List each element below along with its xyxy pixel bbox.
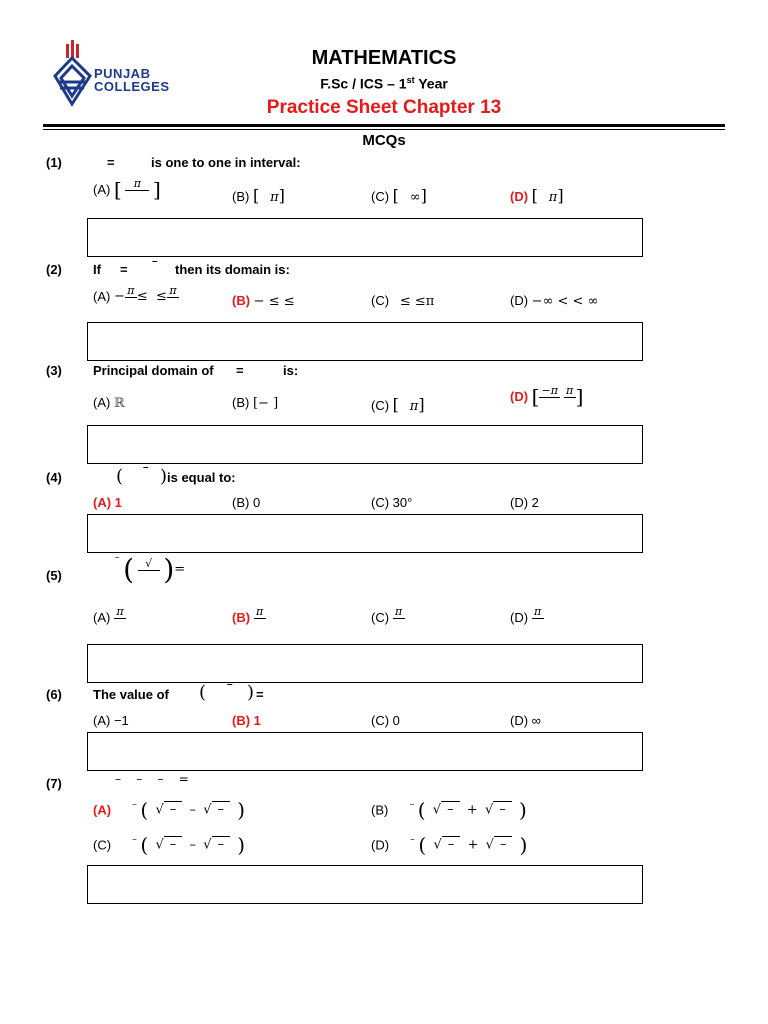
q4-option-b[interactable]: (B) 0 [232, 495, 261, 510]
q1-option-c[interactable]: (C) [ ∞] [371, 186, 427, 205]
q2-b-expression: − ≤ ≤ [253, 294, 295, 309]
q7-answer-box[interactable] [87, 865, 643, 904]
question-4-number: (4) [46, 470, 62, 485]
q3-option-a[interactable] [93, 395, 125, 411]
q5-option-d[interactable]: (D) π [510, 606, 544, 629]
option-label: (B) [232, 189, 250, 204]
q7-option-a[interactable]: (A) – ( √ – – √ – ) [93, 798, 246, 822]
question-3-prefix: Principal domain of [93, 363, 214, 378]
header-divider-thick [43, 124, 725, 127]
q5-option-c[interactable]: (C) π [371, 606, 405, 629]
header-divider-thin [43, 129, 725, 130]
class-suffix: Year [414, 75, 448, 92]
real-numbers-symbol: ℝ [113, 396, 125, 411]
q2-option-b[interactable] [232, 293, 295, 309]
question-2-minus: – [152, 256, 158, 267]
q6-option-d[interactable]: (D) ∞ [510, 713, 541, 728]
q1-option-a[interactable]: (A) [ π ] [93, 177, 161, 202]
question-7-head-expression: – – – = [115, 772, 189, 786]
pi-symbol: π [270, 190, 279, 205]
q3-option-d[interactable]: (D) [ −π π ] [510, 384, 584, 409]
q1-option-d[interactable]: (D) [ π] [510, 186, 564, 205]
question-6-paren-close: ) [247, 682, 255, 703]
option-label: (C) [371, 398, 390, 413]
class-prefix: F.Sc / ICS – 1 [320, 75, 407, 92]
q5-option-b[interactable]: (B) π [232, 606, 266, 629]
question-6-paren-open: ( [199, 682, 207, 703]
question-2-text: then its domain is: [175, 262, 290, 277]
q3-option-c[interactable]: (C) [ π] [371, 395, 425, 414]
question-1-text: is one to one in interval: [151, 155, 301, 170]
question-3-eq: = [236, 363, 244, 378]
question-6-number: (6) [46, 687, 62, 702]
question-4-text: is equal to: [167, 470, 236, 485]
question-2-eq: = [120, 262, 128, 277]
question-1-number: (1) [46, 155, 62, 170]
q3-option-b[interactable] [232, 395, 278, 411]
class-line [0, 75, 768, 92]
q6-option-b[interactable]: (B) 1 [232, 713, 261, 728]
option-label: (A) [93, 395, 111, 410]
q7-option-b[interactable]: (B) – ( √ – + √ – ) [371, 798, 527, 822]
q4-option-a[interactable]: (A) 1 [93, 495, 122, 510]
q2-option-c[interactable] [371, 293, 434, 309]
class-sup: st [406, 75, 415, 85]
question-6-minus: – [227, 679, 233, 690]
option-label: (A) [93, 289, 111, 304]
q2-option-d[interactable] [510, 293, 598, 309]
q7-option-d[interactable]: (D) – ( √ – + √ – ) [371, 833, 528, 857]
question-6-eq: = [256, 687, 264, 702]
option-label: (C) [371, 189, 390, 204]
q1-option-b[interactable]: (B) [ π] [232, 186, 285, 205]
section-title: MCQs [362, 132, 406, 149]
q1-answer-box[interactable] [87, 218, 643, 257]
sheet-title: Practice Sheet Chapter 13 [266, 97, 502, 118]
question-2-number: (2) [46, 262, 62, 277]
question-4-paren-open: ( [116, 466, 124, 487]
question-5-expression: – ( √ )= [115, 553, 186, 586]
q5-answer-box[interactable] [87, 644, 643, 683]
q4-option-d[interactable]: (D) 2 [510, 495, 539, 510]
page-title: MATHEMATICS [311, 47, 457, 69]
question-4-paren-close: ) [160, 466, 168, 487]
question-6-prefix: The value of [93, 687, 169, 702]
question-4-minus: – [143, 462, 149, 473]
question-1-eq: = [107, 155, 115, 170]
q4-answer-box[interactable] [87, 514, 643, 553]
question-7-number: (7) [46, 776, 62, 791]
q4-option-c[interactable]: (C) 30° [371, 495, 413, 510]
q3-answer-box[interactable] [87, 425, 643, 464]
pi-symbol: π [548, 190, 558, 205]
question-3-number: (3) [46, 363, 62, 378]
pi-symbol: π [133, 177, 142, 190]
q6-option-c[interactable]: (C) 0 [371, 713, 400, 728]
q2-d-expression: −∞ < < ∞ [531, 294, 599, 309]
q3-b-expression: [− ] [252, 396, 279, 411]
option-label: (B) [232, 293, 251, 308]
q2-option-a[interactable]: (A) − π ≤ ≤ π [93, 285, 179, 308]
option-label: (A) [93, 182, 111, 197]
question-3-text: is: [283, 363, 299, 378]
q5-option-a[interactable]: (A) π [93, 606, 126, 629]
q6-option-a[interactable]: (A) −1 [93, 713, 129, 728]
option-label: (D) [510, 293, 529, 308]
logo-text-line2: COLLEGES [94, 79, 170, 94]
option-label: (D) [510, 189, 529, 204]
q2-answer-box[interactable] [87, 322, 643, 361]
q2-c-expression: ≤ ≤π [399, 294, 435, 309]
option-label: (B) [232, 395, 250, 410]
option-label: (D) [510, 389, 529, 404]
infinity-symbol: ∞ [409, 190, 421, 205]
q7-option-c[interactable]: (C) – ( √ – – √ – ) [93, 833, 246, 857]
option-label: (C) [371, 293, 390, 308]
logo-text-line1: PUNJAB [94, 66, 151, 81]
q6-answer-box[interactable] [87, 732, 643, 771]
question-2-prefix: If [93, 262, 101, 277]
question-5-number: (5) [46, 568, 62, 583]
